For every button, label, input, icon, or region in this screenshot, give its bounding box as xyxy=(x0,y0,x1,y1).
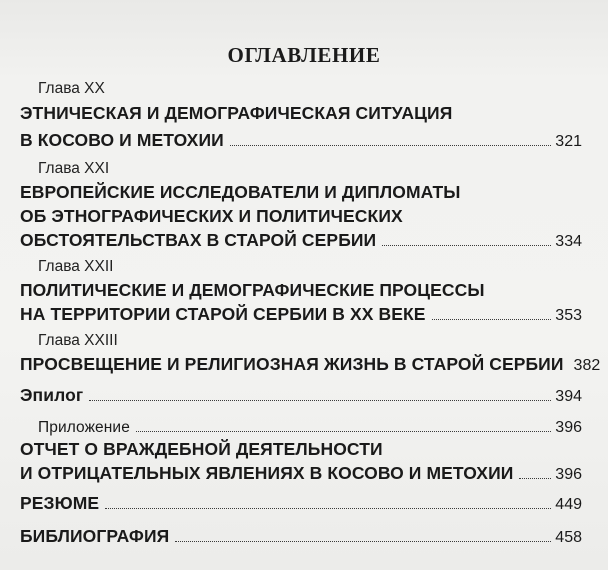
chapter-label: Глава XX xyxy=(38,80,105,97)
toc-entry-title-text: Эпилог xyxy=(20,385,84,405)
toc-entry-title-line xyxy=(20,434,582,460)
page-number: 458 xyxy=(555,529,582,546)
toc-entry-title-text: РЕЗЮМЕ xyxy=(20,493,100,513)
dot-leader xyxy=(89,399,551,401)
page-number: 382 xyxy=(573,357,601,374)
toc-entry-title-text: В КОСОВО И МЕТОХИИ xyxy=(20,130,224,150)
toc-entry-title-line xyxy=(20,201,582,227)
toc-entry-last-line xyxy=(20,349,601,375)
toc-entry-last-line xyxy=(20,299,582,325)
chapter-label: Глава XXII xyxy=(38,258,114,275)
dot-leader xyxy=(382,244,551,246)
chapter-label: Глава XXI xyxy=(38,160,110,177)
toc-entry-title-text: ЕВРОПЕЙСКИЕ ИССЛЕДОВАТЕЛИ И ДИПЛОМАТЫ xyxy=(20,182,461,202)
toc-entry-title-text: ПОЛИТИЧЕСКИЕ И ДЕМОГРАФИЧЕСКИЕ ПРОЦЕССЫ xyxy=(20,280,485,300)
page-title: ОГЛАВЛЕНИЕ xyxy=(227,43,381,67)
page-number: 394 xyxy=(555,388,582,405)
dot-leader xyxy=(230,144,551,146)
page-number: 334 xyxy=(555,233,582,250)
toc-entry-title-text: ПРОСВЕЩЕНИЕ И РЕЛИГИОЗНАЯ ЖИЗНЬ В СТАРОЙ СЕРБИИ xyxy=(20,354,564,374)
toc-entry-title-text: ОБ ЭТНОГРАФИЧЕСКИХ И ПОЛИТИЧЕСКИХ xyxy=(20,206,403,226)
toc-entry-summary xyxy=(20,488,582,514)
toc-entry-bibliography xyxy=(20,521,582,547)
page-number: 449 xyxy=(555,496,582,513)
toc-entry-title-line xyxy=(20,275,582,301)
dot-leader xyxy=(432,318,552,320)
toc-entry-epilogue xyxy=(20,380,582,406)
dot-leader xyxy=(175,540,551,542)
page-number: 353 xyxy=(555,307,582,324)
dot-leader xyxy=(519,477,551,479)
dot-leader xyxy=(105,507,551,509)
toc-entry-title-text: ЭТНИЧЕСКАЯ И ДЕМОГРАФИЧЕСКАЯ СИТУАЦИЯ xyxy=(20,103,453,123)
toc-entry-title-line xyxy=(20,177,582,203)
toc-entry-title-text: И ОТРИЦАТЕЛЬНЫХ ЯВЛЕНИЯХ В КОСОВО И МЕТОХИИ xyxy=(20,463,514,483)
dot-leader xyxy=(136,430,551,432)
toc-entry-title-text: ОТЧЕТ О ВРАЖДЕБНОЙ ДЕЯТЕЛЬНОСТИ xyxy=(20,439,383,459)
toc-entry-title-text: ОБСТОЯТЕЛЬСТВАХ В СТАРОЙ СЕРБИИ xyxy=(20,230,377,250)
toc-entry-title-text: БИБЛИОГРАФИЯ xyxy=(20,526,170,546)
toc-entry-last-line xyxy=(20,458,582,484)
chapter-label: Глава XXIII xyxy=(38,332,118,349)
toc-entry-title-text: Приложение xyxy=(38,419,130,436)
page-number: 321 xyxy=(555,133,582,150)
toc-entry-last-line xyxy=(20,225,582,251)
toc-entry-title-line xyxy=(20,98,582,124)
page-number: 396 xyxy=(555,466,582,483)
toc-entry-last-line xyxy=(20,125,582,151)
toc-entry-title-text: НА ТЕРРИТОРИИ СТАРОЙ СЕРБИИ В XX ВЕКЕ xyxy=(20,304,426,324)
page-number: 396 xyxy=(555,419,582,436)
